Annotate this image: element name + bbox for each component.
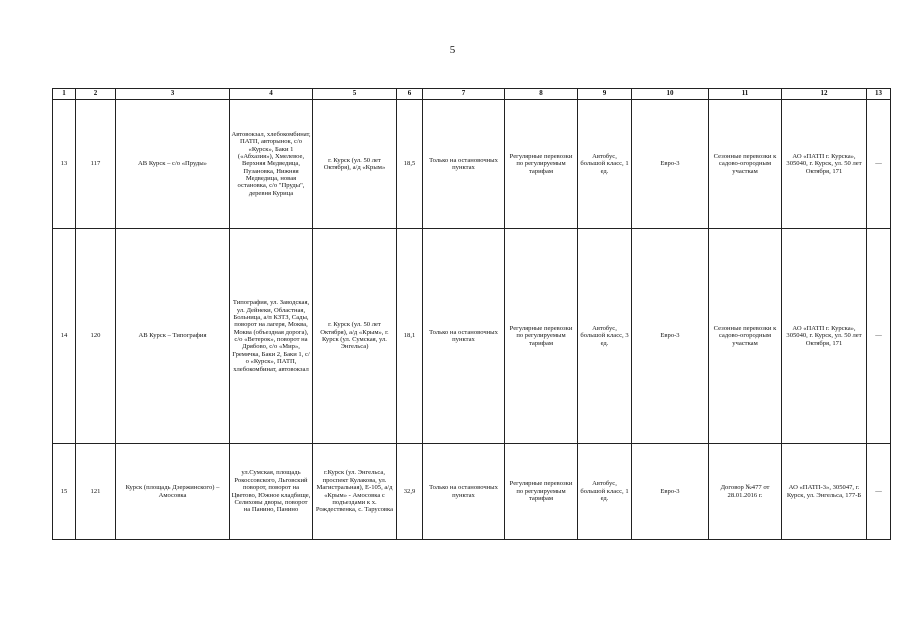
route-length: 18,1 xyxy=(397,229,423,444)
transport-type: Регулярные перевозки по регулируемым тарифам xyxy=(505,229,578,444)
extra-info: — xyxy=(867,229,891,444)
column-header: 4 xyxy=(230,89,313,100)
column-header: 10 xyxy=(632,89,709,100)
table-row xyxy=(53,100,891,229)
stops-list: Типография, ул. Заводская, ул. Дейнеки, Областная, Больница, а/п КЗТЗ, Сады, поворот на лагеря, Моква, Моква (объездная дорога), с/о «Ветерок», поворот на Дрябово, с/о «Мир», Гремячка, Баки 2, Баки 1, с/о «Курск», ПАТП, хлебокомбинат, автовокзал xyxy=(230,229,313,444)
column-header: 13 xyxy=(867,89,891,100)
column-header: 9 xyxy=(578,89,632,100)
vehicle-info: Автобус, большой класс, 1 ед. xyxy=(578,100,632,229)
schedule-note: Договор №477 от 28.01.2016 г. xyxy=(709,444,782,540)
extra-info: — xyxy=(867,444,891,540)
extra-info: — xyxy=(867,100,891,229)
route-name: Курск (площадь Дзержинского) – Амосовка xyxy=(116,444,230,540)
transport-type: Регулярные перевозки по регулируемым тарифам xyxy=(505,100,578,229)
column-header: 12 xyxy=(782,89,867,100)
carrier-info: АО «ПАТП-3», 305047, г. Курск, ул. Энгельса, 177-Б xyxy=(782,444,867,540)
route-name: АВ Курск – Типография xyxy=(116,229,230,444)
stops-list: Автовокзал, хлебокомбинат, ПАТП, авторынок, с/о «Курск», Баки 1 («Абхазия»), Хмелевое, Верхняя Медведица, Пузановка, Нижняя Медведица, новая остановка, с/о "Пруды", деревня Курица xyxy=(230,100,313,229)
route-length: 32,9 xyxy=(397,444,423,540)
route-number: 121 xyxy=(76,444,116,540)
streets-list: г. Курск (ул. 50 лет Октября), а/д «Крым» xyxy=(313,100,397,229)
row-number: 15 xyxy=(53,444,76,540)
stops-list: ул.Сумская, площадь Рокоссовского, Льговский поворот, поворот на Цветово, Южное кладбище, Селиховы дворы, поворот на Панино, Панино xyxy=(230,444,313,540)
table-header-row xyxy=(53,89,891,100)
eco-class: Евро-3 xyxy=(632,100,709,229)
column-header: 8 xyxy=(505,89,578,100)
streets-list: г.Курск (ул. Энгельса, проспект Кулакова, ул. Магистральная), Е-105, а/д «Крым» - Амосовка с подъездами к х. Рождественка, с. Тарусовка xyxy=(313,444,397,540)
column-header: 2 xyxy=(76,89,116,100)
streets-list: г. Курск (ул. 50 лет Октября), а/д «Крым», г. Курск (ул. Сумская, ул. Энгельса) xyxy=(313,229,397,444)
table-row xyxy=(53,444,891,540)
schedule-note: Сезонные перевозки к садово-огородным участкам xyxy=(709,229,782,444)
row-number: 13 xyxy=(53,100,76,229)
column-header: 3 xyxy=(116,89,230,100)
table-row xyxy=(53,229,891,444)
carrier-info: АО «ПАТП г. Курска», 305040, г. Курск, ул. 50 лет Октября, 171 xyxy=(782,229,867,444)
route-number: 120 xyxy=(76,229,116,444)
transport-type: Регулярные перевозки по регулируемым тарифам xyxy=(505,444,578,540)
route-name: АВ Курск – с/о «Пруды» xyxy=(116,100,230,229)
boarding-rule: Только на остановочных пунктах xyxy=(423,444,505,540)
column-header: 7 xyxy=(423,89,505,100)
carrier-info: АО «ПАТП г. Курска», 305040, г. Курск, ул. 50 лет Октября, 171 xyxy=(782,100,867,229)
page-number: 5 xyxy=(449,44,456,56)
routes-table xyxy=(52,88,891,540)
boarding-rule: Только на остановочных пунктах xyxy=(423,100,505,229)
column-header: 11 xyxy=(709,89,782,100)
vehicle-info: Автобус, большой класс, 1 ед. xyxy=(578,444,632,540)
route-length: 18,5 xyxy=(397,100,423,229)
route-number: 117 xyxy=(76,100,116,229)
eco-class: Евро-3 xyxy=(632,229,709,444)
schedule-note: Сезонные перевозки к садово-огородным участкам xyxy=(709,100,782,229)
vehicle-info: Автобус, большой класс, 3 ед. xyxy=(578,229,632,444)
column-header: 5 xyxy=(313,89,397,100)
row-number: 14 xyxy=(53,229,76,444)
column-header: 1 xyxy=(53,89,76,100)
boarding-rule: Только на остановочных пунктах xyxy=(423,229,505,444)
column-header: 6 xyxy=(397,89,423,100)
eco-class: Евро-3 xyxy=(632,444,709,540)
